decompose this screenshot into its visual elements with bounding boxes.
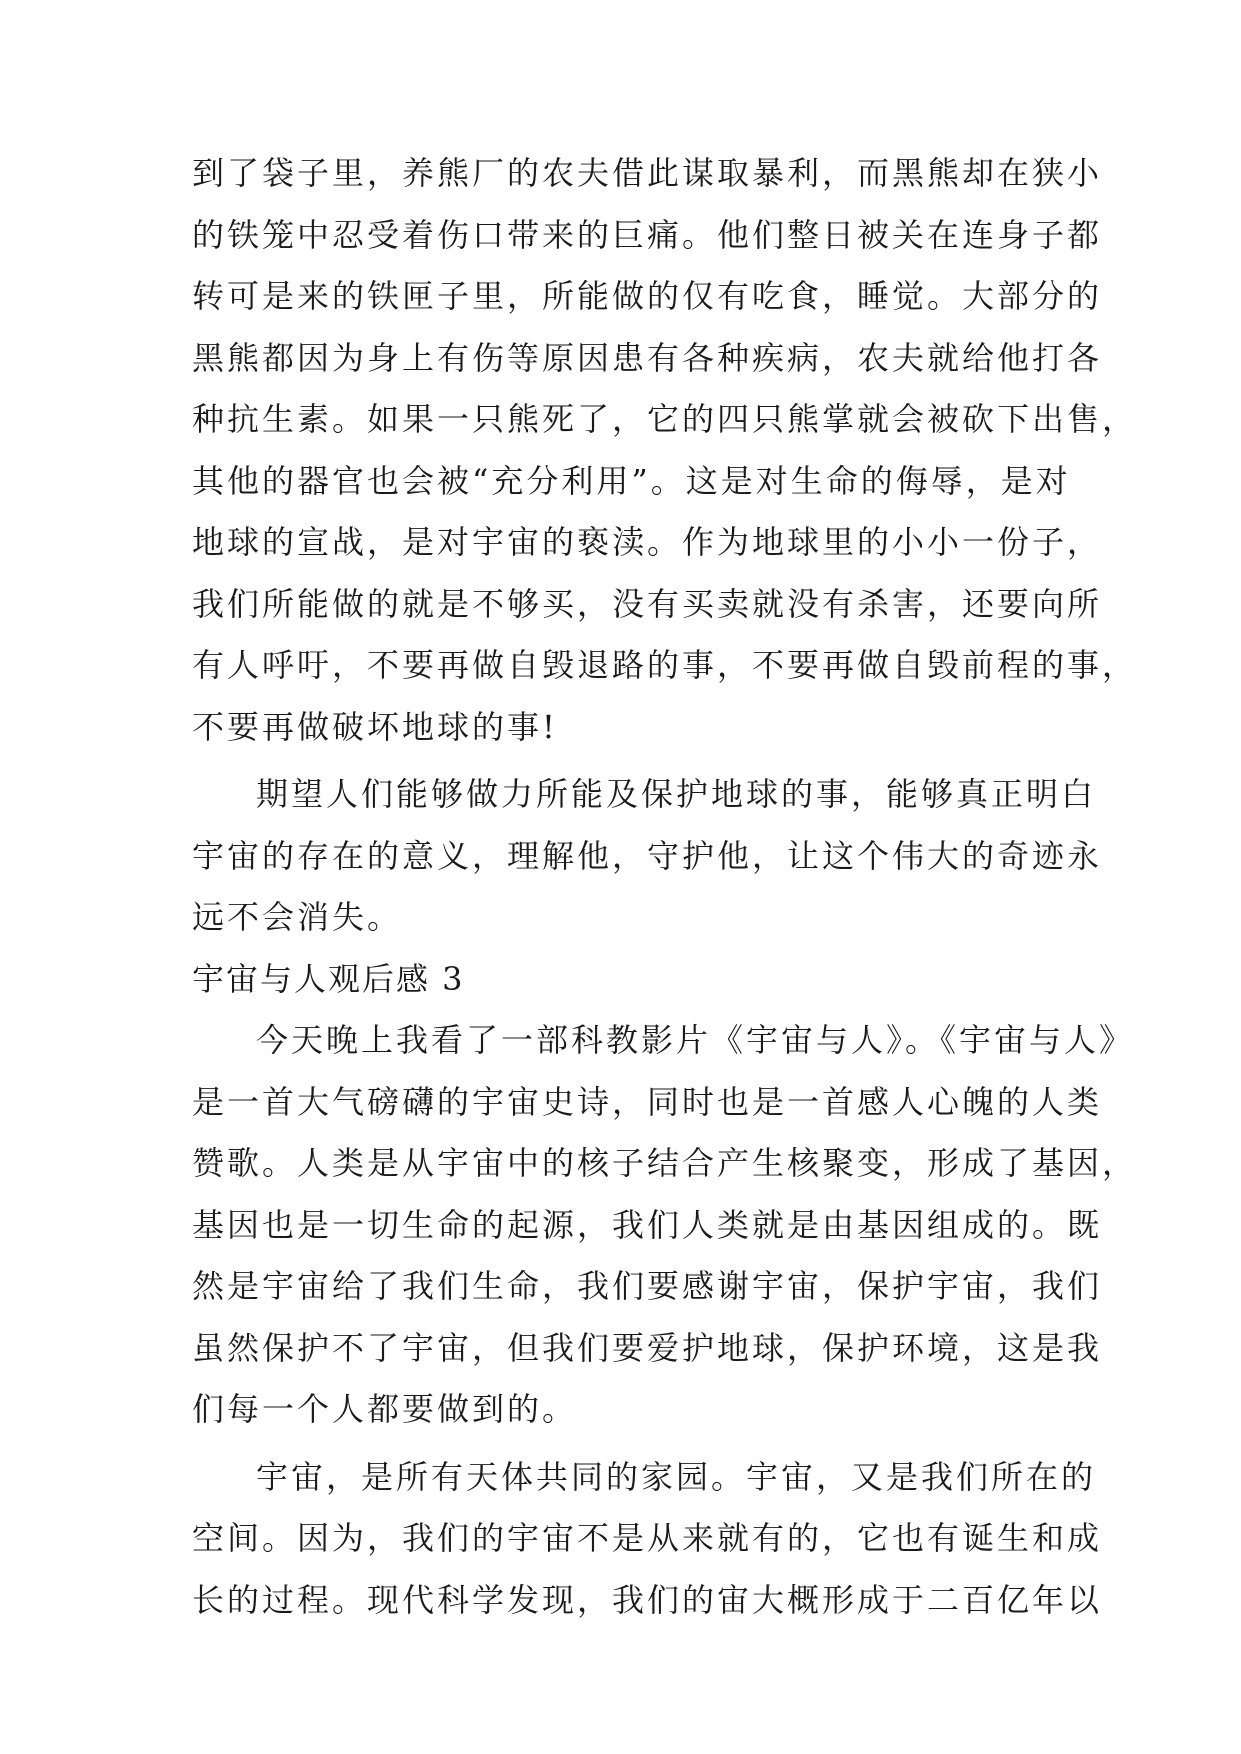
- text-line: 赞歌。人类是从宇宙中的核子结合产生核聚变，形成了基因，: [192, 1144, 1138, 1182]
- heading-text: 宇宙与人观后感 3: [192, 959, 465, 998]
- text-line: 空间。因为，我们的宇宙不是从来就有的，它也有诞生和成: [192, 1519, 1103, 1557]
- text-line: 黑熊都因为身上有伤等原因患有各种疾病，农夫就给他打各: [192, 338, 1103, 377]
- document-body: [192, 143, 1138, 1631]
- text-line: 其他的器官也会被“充分利用”。这是对生命的侮辱，是对: [192, 461, 1071, 500]
- text-line: 今天晚上我看了一部科教影片《宇宙与人》。《宇宙与人》: [256, 1021, 1135, 1059]
- paragraph-film-review: [192, 1010, 1138, 1441]
- text-line: 我们所能做的就是不够买，没有买卖就没有杀害，还要向所: [192, 584, 1103, 623]
- text-line: 长的过程。现代科学发现，我们的宙大概形成于二百亿年以: [192, 1580, 1103, 1619]
- paragraph-universe: [192, 1447, 1103, 1632]
- text-line: 基因也是一切生命的起源，我们人类就是由基因组成的。既: [192, 1205, 1103, 1244]
- text-line: 到了袋子里，养熊厂的农夫借此谋取暴利，而黑熊却在狭小: [192, 154, 1103, 192]
- text-line: 地球的宣战，是对宇宙的亵渎。作为地球里的小小一份子，: [192, 523, 1103, 561]
- section-heading: [192, 949, 1072, 1011]
- paragraph-hope: [192, 764, 1103, 949]
- text-line: 转可是来的铁匣子里，所能做的仅有吃食，睡觉。大部分的: [192, 277, 1103, 315]
- text-line: 的铁笼中忍受着伤口带来的巨痛。他们整日被关在连身子都: [192, 215, 1103, 254]
- text-line: 们每一个人都要做到的。: [192, 1390, 578, 1428]
- text-line: 然是宇宙给了我们生命，我们要感谢宇宙，保护宇宙，我们: [192, 1267, 1103, 1305]
- text-line: 宇宙的存在的意义，理解他，守护他，让这个伟大的奇迹永: [192, 836, 1103, 875]
- text-line: 虽然保护不了宇宙，但我们要爱护地球，保护环境，这是我: [192, 1328, 1103, 1367]
- text-line: 远不会消失。: [192, 898, 403, 936]
- text-line: 是一首大气磅礴的宇宙史诗，同时也是一首感人心魄的人类: [192, 1082, 1103, 1121]
- text-line: 不要再做破坏地球的事!: [192, 707, 558, 746]
- text-line: 种抗生素。如果一只熊死了，它的四只熊掌就会被砍下出售，: [192, 400, 1138, 438]
- paragraph-bear-farming: [192, 143, 1138, 758]
- text-line: 期望人们能够做力所能及保护地球的事，能够真正明白: [256, 775, 1097, 813]
- text-line: 宇宙，是所有天体共同的家园。宇宙，又是我们所在的: [256, 1457, 1097, 1496]
- text-line: 有人呼吁，不要再做自毁退路的事，不要再做自毁前程的事，: [192, 646, 1138, 684]
